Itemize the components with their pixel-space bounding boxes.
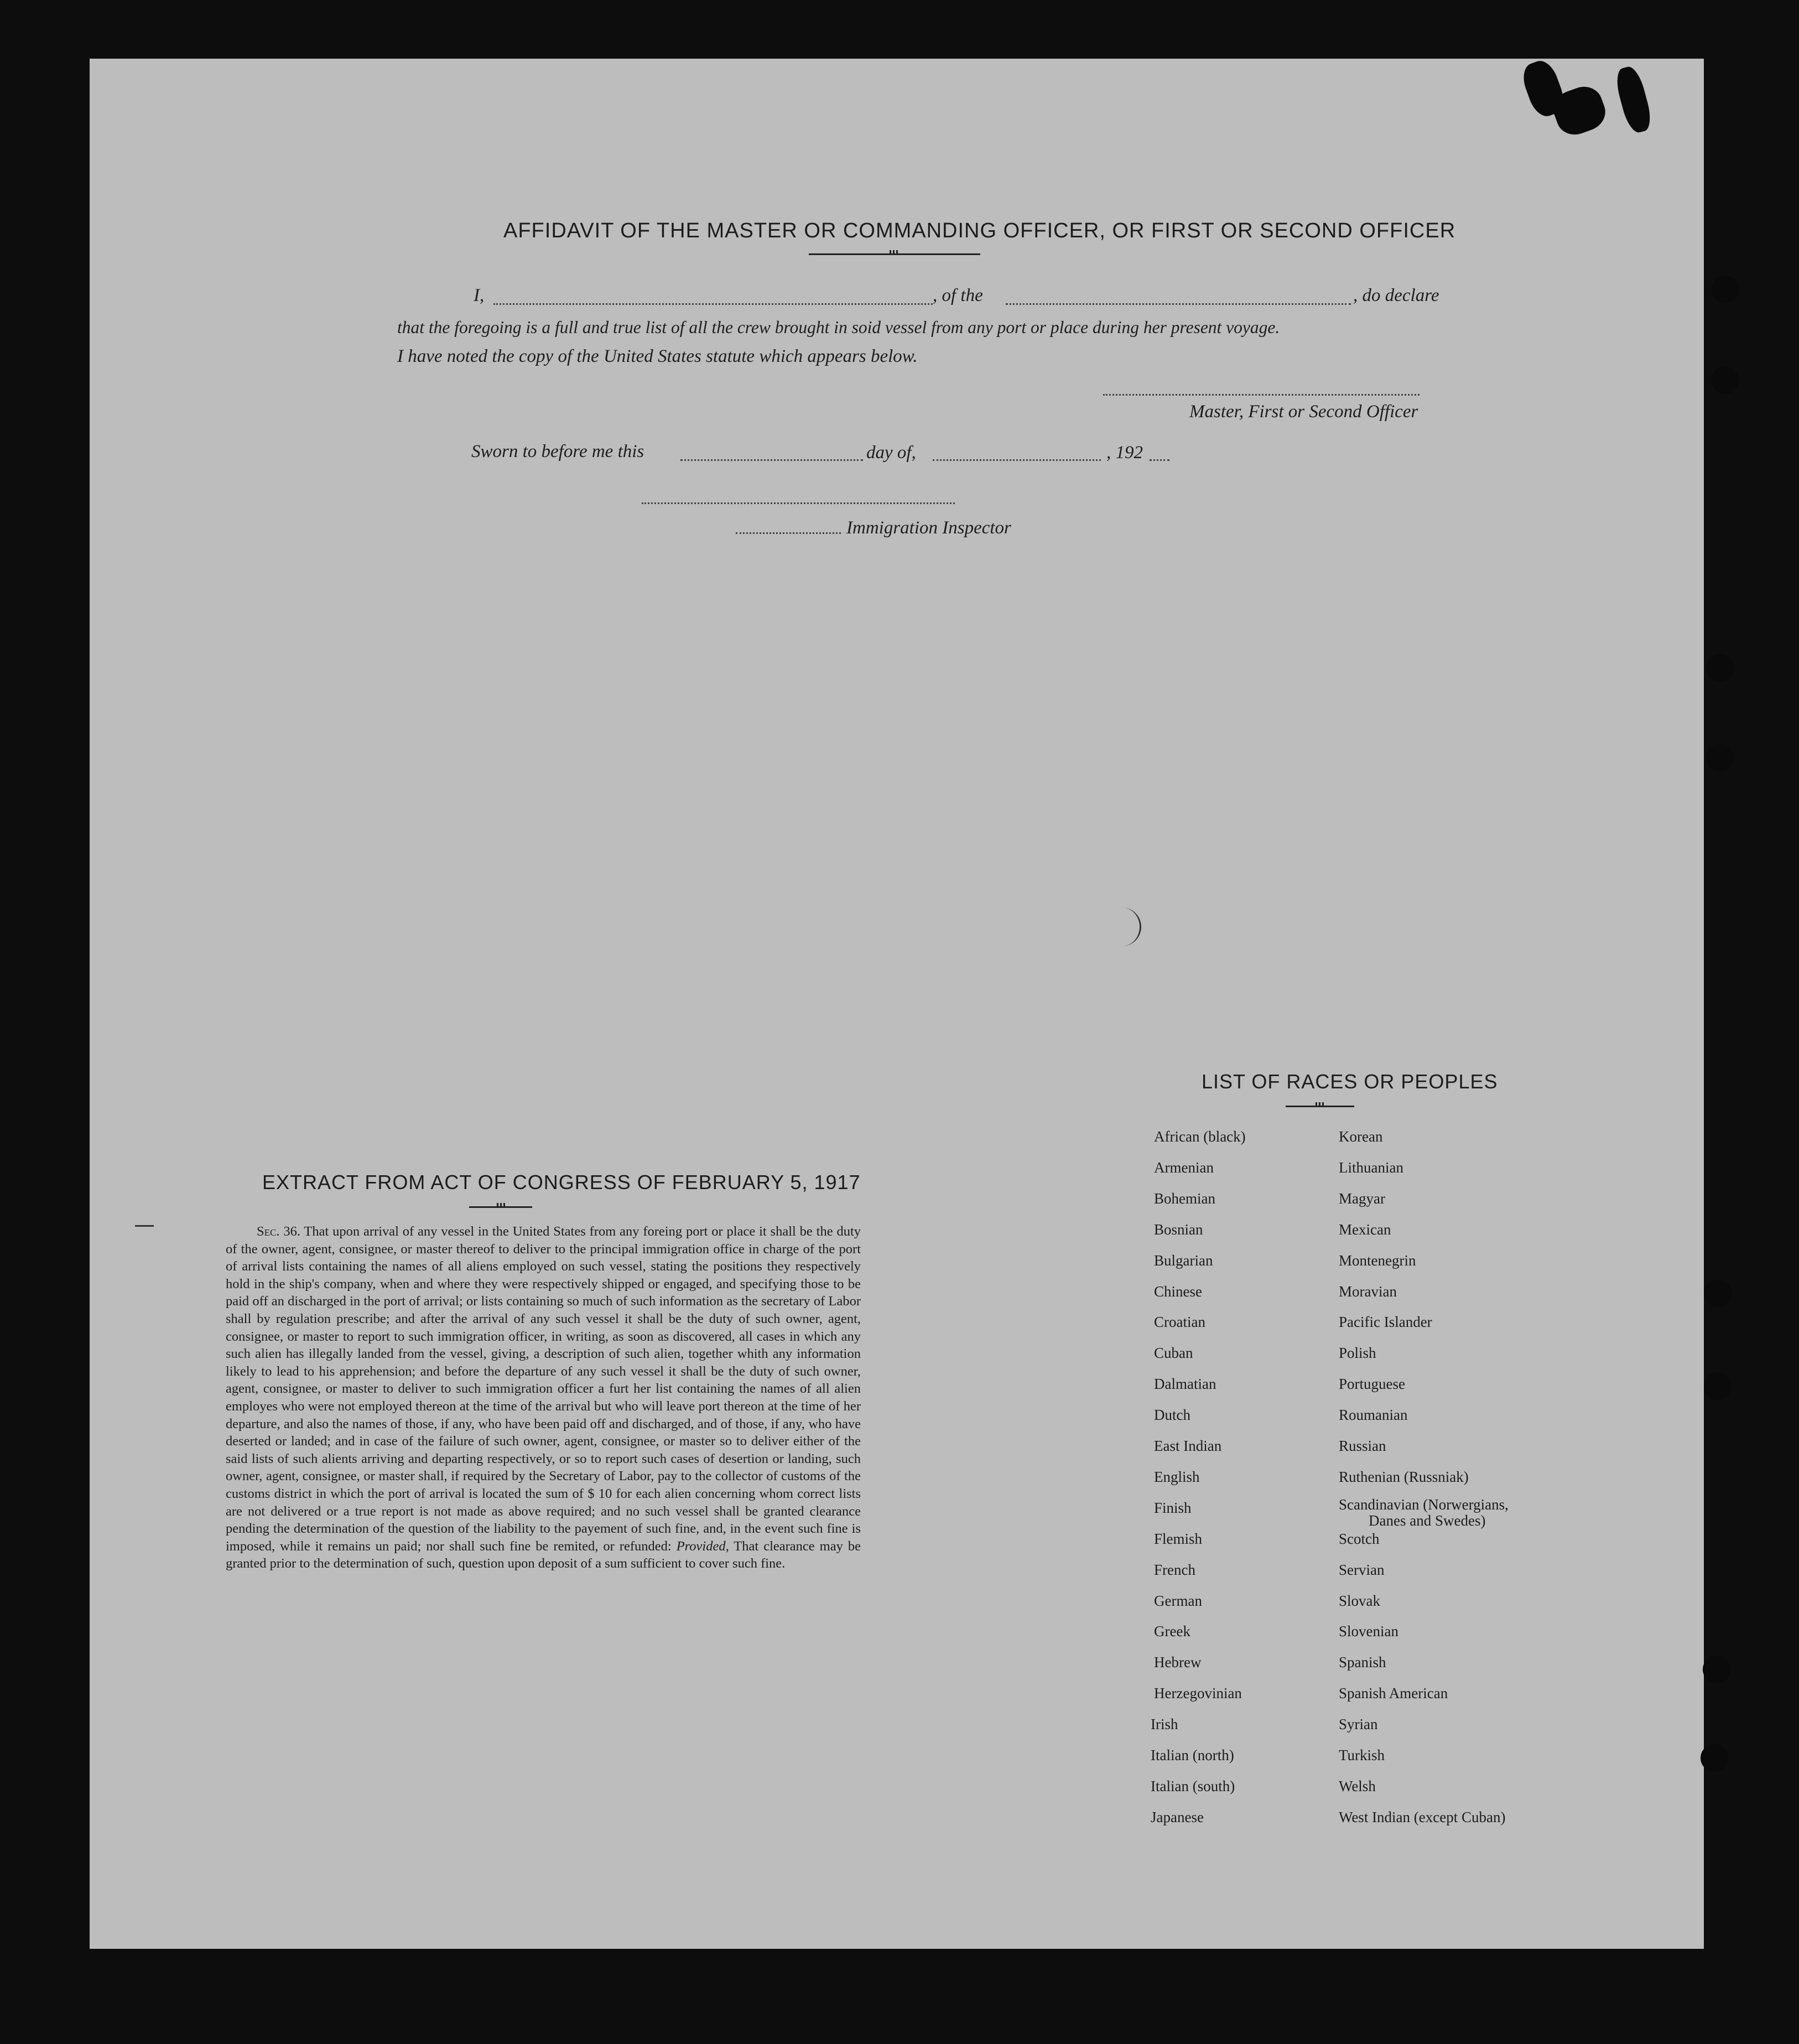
race-item: West Indian (except Cuban) bbox=[1339, 1808, 1506, 1825]
race-item: Servian bbox=[1339, 1561, 1385, 1578]
extract-body bbox=[226, 1223, 861, 1573]
title-ornament-center bbox=[890, 250, 898, 255]
race-item: Bosnian bbox=[1154, 1221, 1203, 1238]
race-item: Spanish bbox=[1339, 1654, 1386, 1671]
month-blank[interactable] bbox=[933, 459, 1101, 461]
inspector-label: Immigration Inspector bbox=[846, 518, 1011, 538]
race-item: Polish bbox=[1339, 1345, 1376, 1362]
race-item: Italian (north) bbox=[1151, 1747, 1234, 1763]
affidavit-line-2: that the foregoing is a full and true list of all the crew brought in soid vessel from any port or place during her present voyage. bbox=[397, 318, 1280, 337]
punch-hole bbox=[1704, 1279, 1732, 1307]
race-item: Scotch bbox=[1339, 1530, 1380, 1547]
year-text: , 192 bbox=[1106, 443, 1143, 463]
punch-hole bbox=[1703, 1656, 1730, 1683]
officer-signature-line[interactable] bbox=[1103, 394, 1420, 396]
race-item: Slovak bbox=[1339, 1592, 1381, 1609]
officer-signature-label: Master, First or Second Officer bbox=[1189, 402, 1418, 422]
race-item: Hebrew bbox=[1154, 1654, 1202, 1671]
race-item: Scandinavian (Norwergians, bbox=[1339, 1496, 1509, 1513]
race-item: Croatian bbox=[1154, 1314, 1205, 1331]
name-blank-line[interactable] bbox=[493, 303, 933, 305]
section-text-end: That clearance may be granted prior to the determination of such, question upon deposit of a sum sufficient to cover such fine. bbox=[226, 1538, 861, 1571]
affidavit-title: AFFIDAVIT OF THE MASTER OR COMMANDING OFFICER, OR FIRST OR SECOND OFFICER bbox=[503, 219, 1456, 242]
extract-title: EXTRACT FROM ACT OF CONGRESS OF FEBRUARY 5, 1917 bbox=[262, 1171, 861, 1194]
race-item: Cuban bbox=[1154, 1345, 1193, 1362]
affidavit-of-the: , of the bbox=[933, 286, 983, 305]
race-item: Ruthenian (Russniak) bbox=[1339, 1468, 1469, 1485]
margin-dash bbox=[135, 1225, 154, 1227]
race-item: Danes and Swedes) bbox=[1369, 1512, 1486, 1529]
race-item: Pacific Islander bbox=[1339, 1314, 1432, 1331]
punch-hole bbox=[1706, 654, 1734, 682]
race-item: Lithuanian bbox=[1339, 1159, 1403, 1176]
race-item: Korean bbox=[1339, 1128, 1383, 1145]
race-item: Armenian bbox=[1154, 1159, 1214, 1176]
race-item: Irish bbox=[1151, 1716, 1178, 1733]
race-item: Turkish bbox=[1339, 1747, 1385, 1763]
race-item: Portuguese bbox=[1339, 1376, 1405, 1393]
section-text: That upon arrival of any vessel in the United States from any foreing port or place it shall be the duty of the owner, agent, consignee, or master thereof to deliver to the principal immigration office in charge of the port of arrival lists containing the names of all aliens employed on such vessel, stating the positions they respectively hold in the ship's company, when and where they were respectively shipped or engaged, and specifying those to be paid off an discharged in the port of arrival; or lists containing so much of such information as the secretary of Labor shall by regulation prescribe; and after the arrival of any such vessel it shall be the duty of such owner, agent, consignee, or master to report to such immigration officer, in writing, as soon as discovered, all cases in which any such alien has illegally landed from the vessel, giving, a description of such alien, together whith any information likely to lead to his apprehension; and before the departure of any such vessel it shall be the duty of such owner, agent, consignee, or master to deliver to such immigration officer a furt her list containing the names of all alien employes who were not employed thereon at the time of the arrival but who will leave port thereon at the time of her departure, and also the names of those, if any, who have been paid off and discharged, and of those, if any, who have deserted or landed; and in case of the failure of such owner, agent, consignee, or master so to deliver either of the said lists of such alients arriving and departing respectively, or so to report such cases of desertion or landing, such owner, agent, consignee, or master shall, if required by the Secretary of Labor, pay to the collector of customs of the customs district in which the port of arrival is located the sum of $ 10 for each alien concerning whom correct lists are not delivered or a true report is not made as above required; and no such vessel shall be granted clearance pending the determination of the question of the liability to the payement of such fine, and, in the event such fine is imposed, while it remains un paid; nor shall such fine be remited, or refunded: bbox=[226, 1224, 861, 1554]
provided-word: Provided, bbox=[676, 1538, 729, 1554]
race-item: Moravian bbox=[1339, 1283, 1397, 1300]
race-item: English bbox=[1154, 1468, 1200, 1485]
affidavit-do-declare: , do declare bbox=[1353, 286, 1439, 305]
race-item: Welsh bbox=[1339, 1777, 1376, 1794]
section-number: Sec. 36. bbox=[257, 1224, 300, 1239]
sworn-day-blank[interactable] bbox=[680, 459, 863, 461]
race-item: Bulgarian bbox=[1154, 1252, 1213, 1269]
race-item: Chinese bbox=[1154, 1283, 1202, 1300]
inspector-signature-line[interactable] bbox=[642, 502, 955, 504]
punch-hole bbox=[1704, 1372, 1732, 1400]
race-item: Russian bbox=[1339, 1438, 1386, 1454]
race-item: Roumanian bbox=[1339, 1407, 1408, 1424]
year-blank[interactable] bbox=[1150, 459, 1169, 461]
race-item: Spanish American bbox=[1339, 1685, 1448, 1702]
race-item: Dalmatian bbox=[1154, 1376, 1216, 1393]
punch-hole bbox=[1706, 744, 1734, 771]
race-item: Flemish bbox=[1154, 1530, 1203, 1547]
race-item: Mexican bbox=[1339, 1221, 1391, 1238]
race-item: Finish bbox=[1154, 1499, 1192, 1516]
document-page bbox=[90, 59, 1704, 1949]
race-item: Bohemian bbox=[1154, 1190, 1215, 1207]
day-of-text: day of, bbox=[866, 443, 916, 463]
vessel-blank-line[interactable] bbox=[1006, 303, 1351, 305]
extract-title-ornament-center bbox=[497, 1203, 506, 1207]
race-item: Slovenian bbox=[1339, 1623, 1398, 1640]
sworn-text: Sworn to before me this bbox=[471, 442, 644, 461]
race-item: Magyar bbox=[1339, 1190, 1385, 1207]
punch-hole bbox=[1712, 366, 1739, 394]
race-item: African (black) bbox=[1154, 1128, 1246, 1145]
punch-hole bbox=[1712, 276, 1739, 303]
race-item: German bbox=[1154, 1592, 1202, 1609]
affidavit-i: I, bbox=[474, 286, 485, 305]
race-item: Greek bbox=[1154, 1623, 1190, 1640]
races-title: LIST OF RACES OR PEOPLES bbox=[1202, 1070, 1498, 1093]
race-item: Italian (south) bbox=[1151, 1777, 1235, 1794]
race-item: Syrian bbox=[1339, 1716, 1378, 1733]
race-item: Japanese bbox=[1151, 1808, 1204, 1825]
race-item: French bbox=[1154, 1561, 1195, 1578]
punch-hole bbox=[1701, 1744, 1728, 1772]
race-item: East Indian bbox=[1154, 1438, 1222, 1454]
races-title-ornament-center bbox=[1316, 1102, 1324, 1107]
race-item: Herzegovinian bbox=[1154, 1685, 1242, 1702]
inspector-name-line[interactable] bbox=[736, 532, 841, 534]
race-item: Dutch bbox=[1154, 1407, 1190, 1424]
race-item: Montenegrin bbox=[1339, 1252, 1416, 1269]
affidavit-line-3: I have noted the copy of the United States statute which appears below. bbox=[397, 346, 918, 366]
